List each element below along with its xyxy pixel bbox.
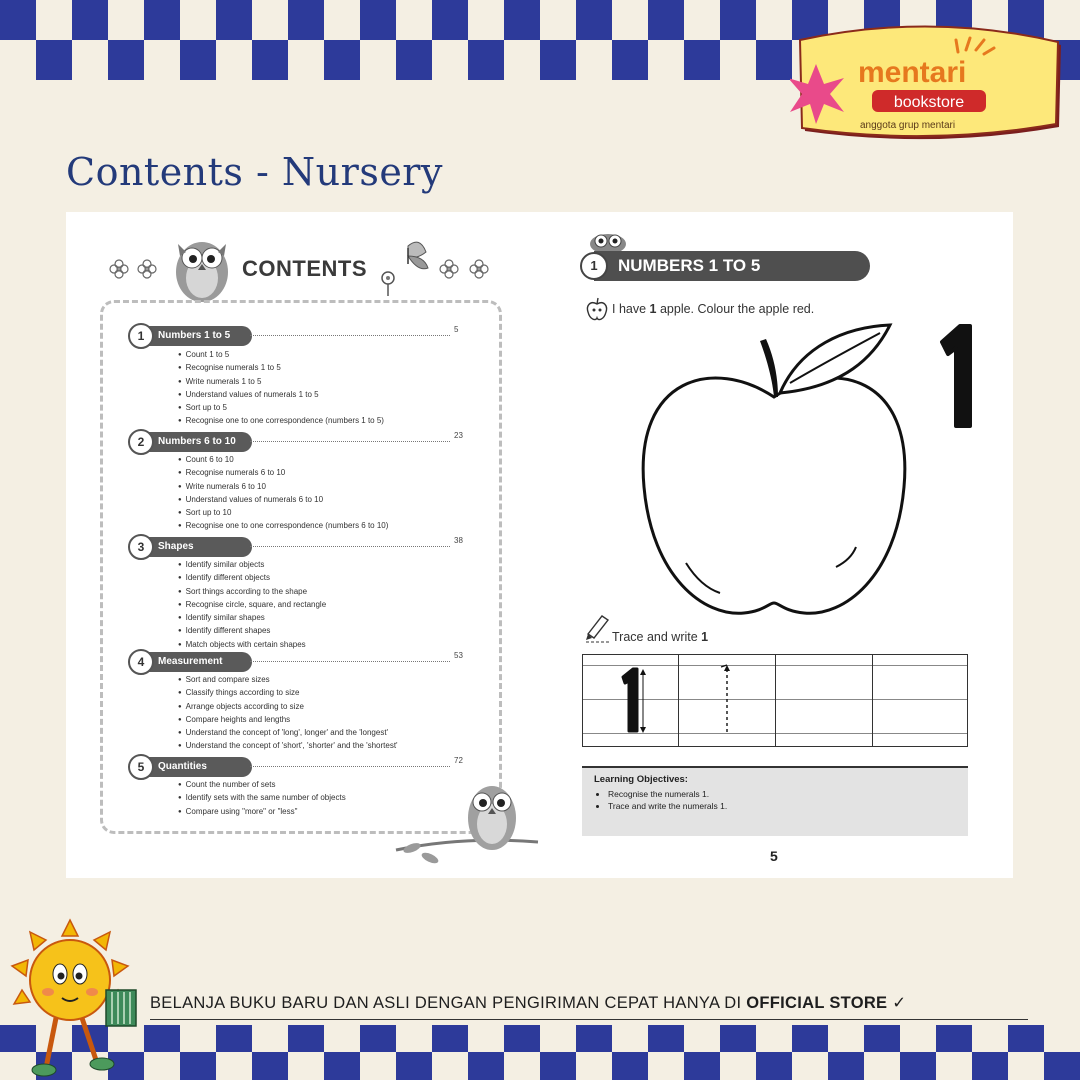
numeral-one-example xyxy=(619,665,649,735)
flower-icon xyxy=(438,258,460,280)
topic-item: ● Sort up to 5 xyxy=(178,402,384,415)
apple-outline-drawing[interactable] xyxy=(604,317,944,627)
chapter-number: 3 xyxy=(128,534,154,560)
chapter-title: Numbers 1 to 5 xyxy=(142,326,252,346)
chapter-title: NUMBERS 1 TO 5 xyxy=(594,251,870,281)
topic-item: ● Classify things according to size xyxy=(178,687,398,700)
checkmark-icon: ✓ xyxy=(892,994,907,1012)
toc-chapter[interactable] xyxy=(128,649,508,673)
topic-item: ● Identify different objects xyxy=(178,572,326,585)
chapter-page-number: 72 xyxy=(454,756,463,765)
chapter-page-number: 38 xyxy=(454,536,463,545)
objective-item: • Trace and write the numerals 1. xyxy=(608,800,956,812)
chapter-topics xyxy=(178,349,384,429)
footer-text-pre: BELANJA BUKU BARU DAN ASLI DENGAN PENGIRIMAN CEPAT HANYA DI xyxy=(150,994,747,1012)
flower-icon xyxy=(108,258,130,280)
topic-item: ● Count 6 to 10 xyxy=(178,454,388,467)
footer-rule xyxy=(150,1019,1028,1020)
chapter-topics xyxy=(178,779,346,819)
topic-item: ● Sort things according to the shape xyxy=(178,586,326,599)
mentari-bookstore-logo[interactable] xyxy=(790,20,1065,140)
brand-tagline: anggota grup mentari xyxy=(860,120,956,131)
flower-icon xyxy=(468,258,490,280)
topic-item: ● Recognise circle, square, and rectangle xyxy=(178,599,326,612)
topic-item: ● Recognise one to one correspondence (numbers 6 to 10) xyxy=(178,520,388,533)
contents-page xyxy=(66,212,536,878)
topic-item: ● Sort and compare sizes xyxy=(178,674,398,687)
learning-objectives-box xyxy=(582,766,968,836)
topic-item: ● Identify sets with the same number of objects xyxy=(178,792,346,805)
dotted-one-guide xyxy=(717,663,737,737)
chapter-page-number: 23 xyxy=(454,431,463,440)
topic-item: ● Arrange objects according to size xyxy=(178,701,398,714)
toc-chapter[interactable] xyxy=(128,323,508,347)
topic-item: ● Recognise numerals 1 to 5 xyxy=(178,362,384,375)
section-title: Contents - Nursery xyxy=(66,150,443,194)
topic-item: ● Write numerals 6 to 10 xyxy=(178,481,388,494)
topic-item: ● Understand values of numerals 1 to 5 xyxy=(178,389,384,402)
leader-dots xyxy=(250,661,450,662)
pencil-icon xyxy=(584,612,612,644)
leader-dots xyxy=(250,766,450,767)
trace-cell[interactable] xyxy=(873,655,967,746)
topic-item: ● Identify different shapes xyxy=(178,625,326,638)
instruction-pre: I have xyxy=(612,302,650,316)
numeral-one-icon xyxy=(936,322,976,432)
leader-dots xyxy=(250,441,450,442)
chapter-number: 4 xyxy=(128,649,154,675)
book-spread xyxy=(66,212,1013,878)
brand-sub: bookstore xyxy=(893,94,965,111)
topic-item: ● Understand the concept of 'short', 'shorter' and the 'shortest' xyxy=(178,740,398,753)
owl-on-branch-icon xyxy=(392,778,542,876)
official-store-link[interactable]: OFFICIAL STORE xyxy=(746,994,888,1012)
topic-item: ● Count the number of sets xyxy=(178,779,346,792)
instruction-post: apple. Colour the apple red. xyxy=(656,302,815,316)
trace-label-pre: Trace and write xyxy=(612,630,702,644)
topic-item: ● Match objects with certain shapes xyxy=(178,639,326,652)
trace-instruction xyxy=(612,630,708,644)
page-number: 5 xyxy=(770,848,778,864)
chapter-banner xyxy=(580,248,870,282)
leader-dots xyxy=(250,335,450,336)
trace-cell[interactable] xyxy=(776,655,873,746)
footer-promo-text xyxy=(150,993,906,1013)
topic-item: ● Count 1 to 5 xyxy=(178,349,384,362)
topic-item: ● Compare using "more" or "less" xyxy=(178,806,346,819)
chapter-title: Measurement xyxy=(142,652,252,672)
topic-item: ● Understand the concept of 'long', longer' and the 'longest' xyxy=(178,727,398,740)
objectives-title: Learning Objectives: xyxy=(594,774,688,785)
worksheet-page xyxy=(544,212,1013,878)
toc-chapter[interactable] xyxy=(128,534,508,558)
sun-mascot-icon xyxy=(10,918,150,1078)
chapter-topics xyxy=(178,454,388,534)
chapter-title: Numbers 6 to 10 xyxy=(142,432,252,452)
book-icon xyxy=(106,990,136,1026)
owl-icon xyxy=(170,230,234,304)
trace-label-number: 1 xyxy=(701,630,709,644)
butterfly-flower-icon xyxy=(376,238,432,298)
objective-item: • Recognise the numerals 1. xyxy=(608,788,956,800)
chapter-number: 5 xyxy=(128,754,154,780)
topic-item: ● Recognise one to one correspondence (numbers 1 to 5) xyxy=(178,415,384,428)
topic-item: ● Recognise numerals 6 to 10 xyxy=(178,467,388,480)
topic-item: ● Identify similar shapes xyxy=(178,612,326,625)
chapter-page-number: 53 xyxy=(454,651,463,660)
chapter-number: 1 xyxy=(128,323,154,349)
chapter-topics xyxy=(178,559,326,652)
contents-heading: CONTENTS xyxy=(242,256,367,281)
instruction-number: 1 xyxy=(649,302,657,316)
instruction-text xyxy=(612,302,814,316)
trace-cell[interactable] xyxy=(679,655,776,746)
chapter-title: Shapes xyxy=(142,537,252,557)
topic-item: ● Understand values of numerals 6 to 10 xyxy=(178,494,388,507)
leader-dots xyxy=(250,546,450,547)
chapter-topics xyxy=(178,674,398,754)
toc-chapter[interactable] xyxy=(128,754,508,778)
topic-item: ● Identify similar objects xyxy=(178,559,326,572)
chapter-number: 1 xyxy=(580,252,608,280)
chapter-title: Quantities xyxy=(142,757,252,777)
topic-item: ● Write numerals 1 to 5 xyxy=(178,376,384,389)
trace-cell[interactable] xyxy=(583,655,679,746)
tracing-grid xyxy=(582,654,968,747)
toc-chapter[interactable] xyxy=(128,429,508,453)
brand-name: mentari xyxy=(858,56,967,89)
topic-item: ● Sort up to 10 xyxy=(178,507,388,520)
checker-border-bottom xyxy=(0,1025,1080,1080)
topic-item: ● Compare heights and lengths xyxy=(178,714,398,727)
chapter-page-number: 5 xyxy=(454,325,459,334)
chapter-number: 2 xyxy=(128,429,154,455)
flower-icon xyxy=(136,258,158,280)
